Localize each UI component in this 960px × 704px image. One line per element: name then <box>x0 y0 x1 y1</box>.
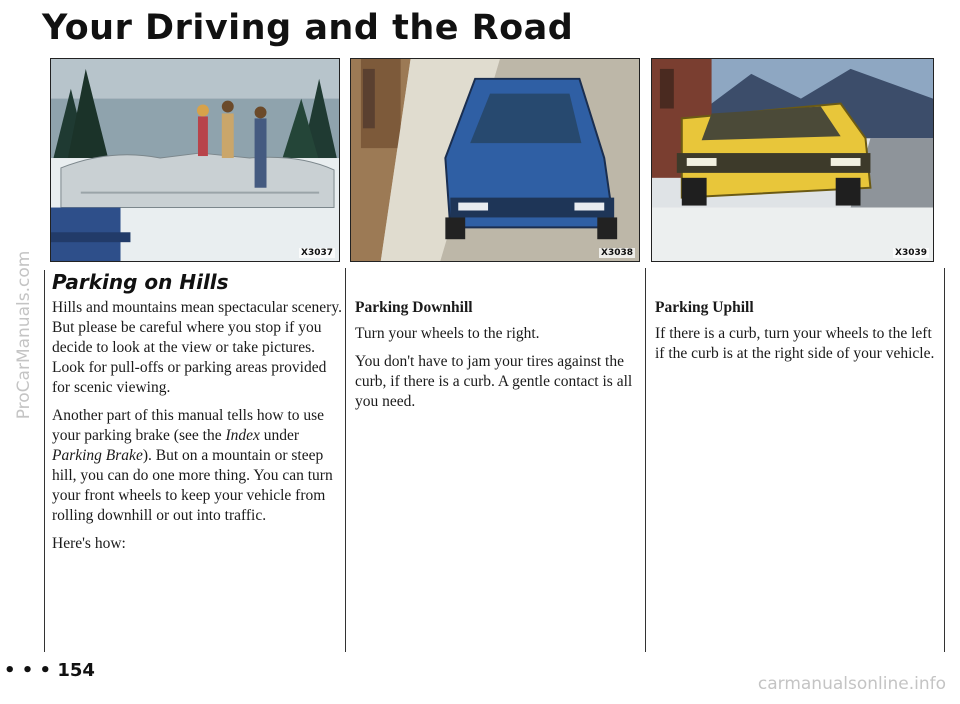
page-title: Your Driving and the Road <box>42 8 574 48</box>
subheading-parking-uphill: Parking Uphill <box>655 299 754 316</box>
watermark-bottom: carmanualsonline.info <box>757 674 946 694</box>
photo-parking-uphill <box>651 58 934 262</box>
paragraph: You don't have to jam your tires against the curb, if there is a curb. A gentle contact is all you need. <box>355 353 633 410</box>
photo-scenic-overlook <box>50 58 340 262</box>
middle-column <box>355 298 640 420</box>
watermark-side: ProCarManuals.com <box>14 250 34 420</box>
section-heading: Parking on Hills <box>52 270 229 294</box>
paragraph: Another part of this manual tells how to use your parking brake (see the Index under Parking Brake). But on a mountain or steep hill, you can do one more thing. You can turn your front wheels to keep your vehicle from rolling downhill or out into traffic. <box>52 407 333 524</box>
subheading-parking-downhill: Parking Downhill <box>355 299 473 316</box>
column-rule-edge <box>944 268 945 652</box>
figure-code: X3037 <box>301 248 333 258</box>
paragraph: If there is a curb, turn your wheels to the left if the curb is at the right side of your vehicle. <box>655 325 935 362</box>
column-rule-left <box>44 270 45 652</box>
left-column <box>52 298 342 562</box>
paragraph: Here's how: <box>52 535 126 552</box>
figure-code: X3039 <box>895 248 927 258</box>
column-rule-middle <box>345 268 346 652</box>
paragraph: Hills and mountains mean spectacular scenery. But please be careful where you stop if you decide to look at the view or take pictures. Look for pull-offs or parking areas provided for scenic viewing. <box>52 299 342 396</box>
right-column <box>655 298 935 372</box>
index-reference: Index <box>225 427 260 444</box>
parking-brake-reference: Parking Brake <box>52 447 143 464</box>
page-number: • • • 154 <box>4 660 95 681</box>
photo-parking-downhill <box>350 58 640 262</box>
figure-code: X3038 <box>601 248 633 258</box>
paragraph: Turn your wheels to the right. <box>355 325 540 342</box>
column-rule-right <box>645 268 646 652</box>
